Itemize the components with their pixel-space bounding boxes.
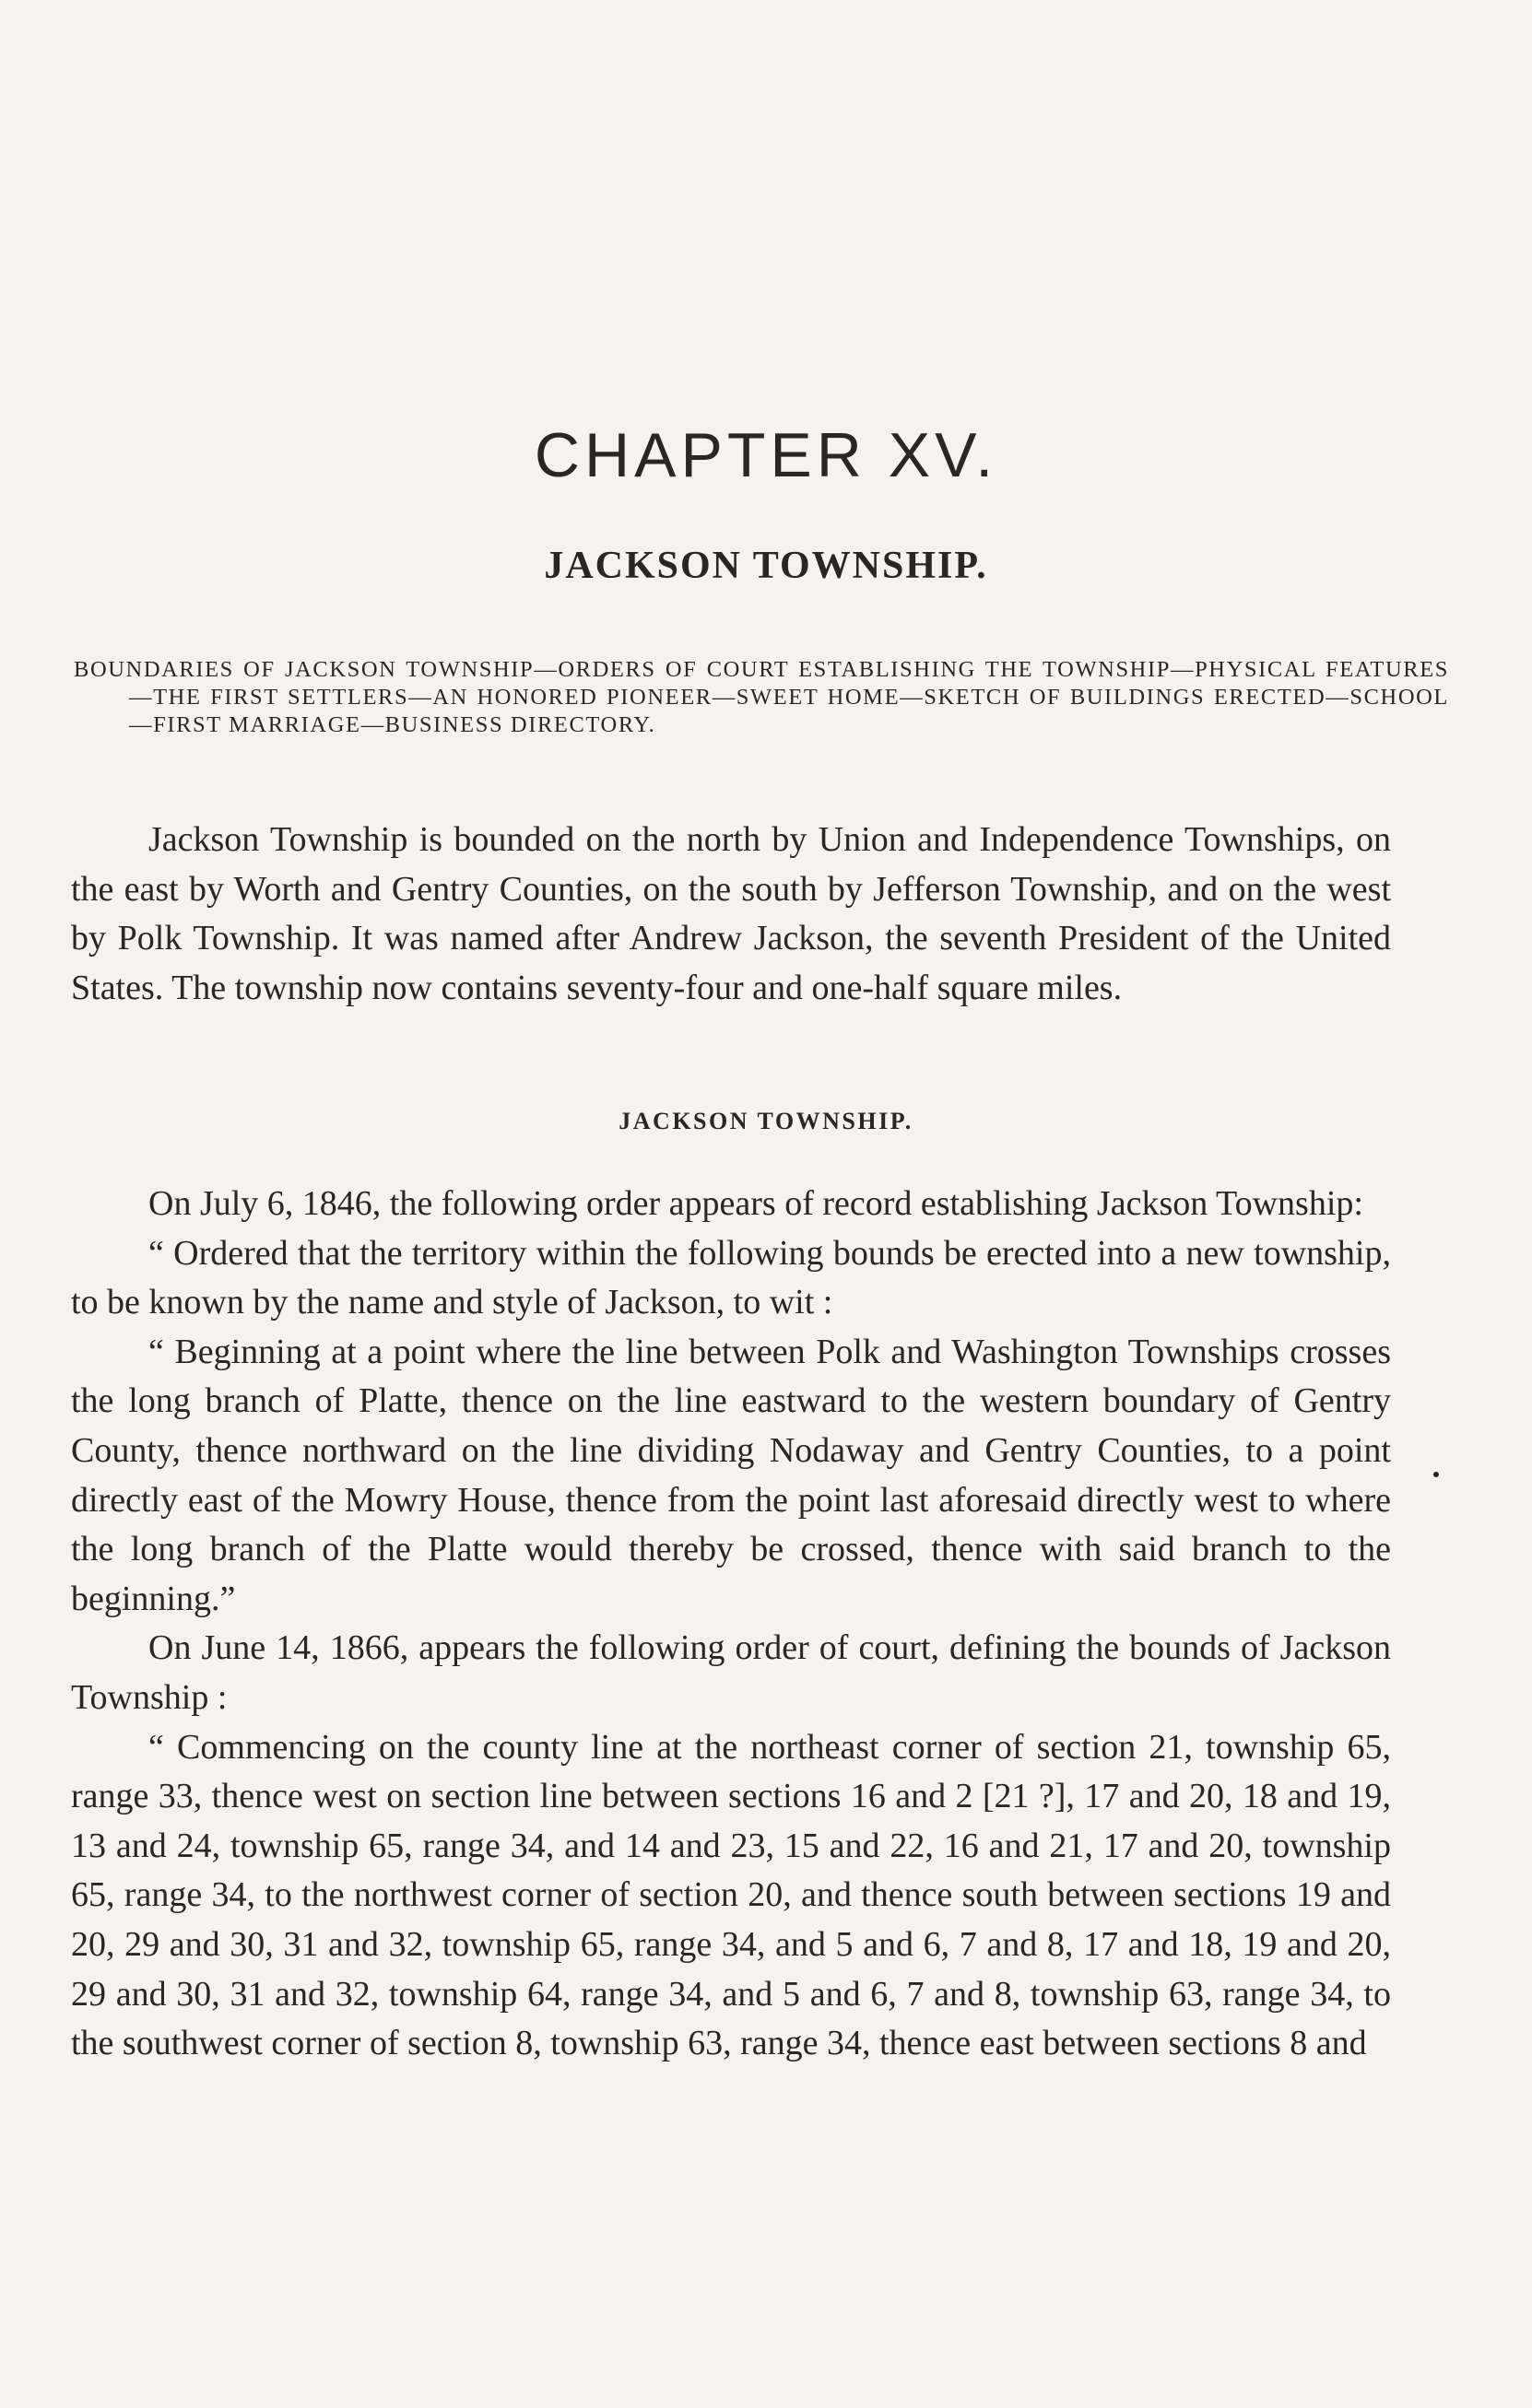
paragraph: On June 14, 1866, appears the following order of court, defining the bounds of Jackson Township :	[71, 1628, 1391, 1717]
paragraph: “ Ordered that the territory within the following bounds be erected into a new township, to be known by the name and style of Jackson, to wit :	[71, 1233, 1391, 1322]
paragraph: “ Commencing on the county line at the northeast corner of section 21, township 65, range 33, thence west on section line between sections 16 and 2 [21 ?], 17 and 20, 18 and 19, 13 and 24, township 65, range 34, and 14 and 23, 15 and 22, 16 and 21, 17 and 20, township 65, range 34, to the northwest corner of section 20, and thence south between sections 19 and 20, 29 and 30, 31 and 32, township 65, range 34, and 5 and 6, 7 and 8, 17 and 18, 19 and 20, 29 and 30, 31 and 32, township 64, range 34, and 5 and 6, 7 and 8, township 63, range 34, to the southwest corner of section 8, township 63, range 34, thence east between sections 8 and	[71, 1727, 1391, 2063]
section-heading: JACKSON TOWNSHIP.	[619, 1108, 913, 1134]
chapter-title: CHAPTER XV.	[534, 420, 998, 490]
margin-mark	[1433, 1472, 1439, 1477]
paragraph: “ Beginning at a point where the line between Polk and Washington Townships crosses the long branch of Platte, thence on the line eastward to the western boundary of Gentry County, thence northward on the line dividing Nodaway and Gentry Counties, to a point directly east of the Mowry House, thence from the point last aforesaid directly west to where the long branch of the Platte would thereby be crossed, thence with said branch to the beginning.”	[71, 1332, 1391, 1618]
chapter-synopsis: BOUNDARIES OF JACKSON TOWNSHIP—ORDERS OF COURT ESTABLISHING THE TOWNSHIP—PHYSICAL FEATURES—THE FIRST SETTLERS—AN HONORED PIONEER—SWEET HOME—SKETCH OF BUILDINGS ERECTED—SCHOOL—FIRST MARRIAGE—BUSINESS DIRECTORY.	[74, 657, 1449, 737]
intro-paragraph: Jackson Township is bounded on the north by Union and Independence Townships, on the east by Worth and Gentry Counties, on the south by Jefferson Township, and on the west by Polk Township. It was named after Andrew Jackson, the seventh President of the United States. The township now contains seventy-four and one-half square miles.	[71, 820, 1391, 1007]
paragraph: On July 6, 1846, the following order appears of record establishing Jackson Township:	[148, 1184, 1363, 1223]
main-text	[71, 1180, 1391, 2069]
intro-section	[71, 816, 1391, 1013]
chapter-subtitle: JACKSON TOWNSHIP.	[544, 545, 988, 587]
